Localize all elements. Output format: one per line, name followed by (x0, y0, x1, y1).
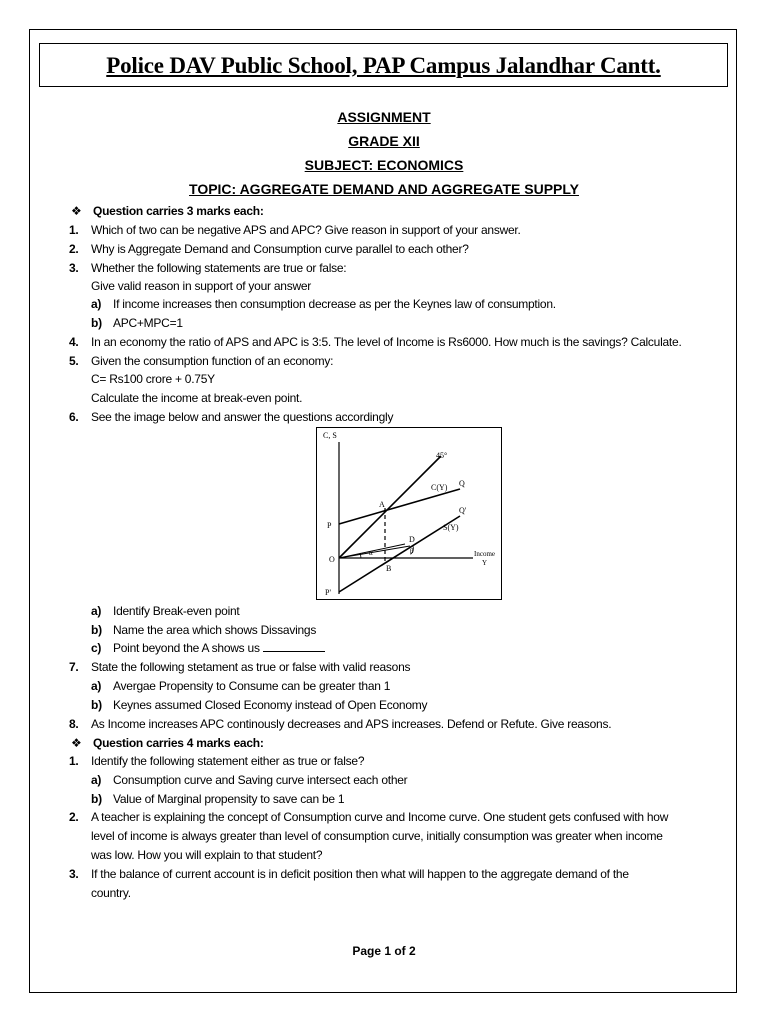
question-8: 8. As Income increases APC continously decreases and APS increases. Defend or Refute. Give reasons. (69, 717, 612, 731)
question-5: 5. Given the consumption function of an economy: (69, 354, 334, 368)
label-income: Income (474, 550, 495, 558)
subject-title: SUBJECT: ECONOMICS (304, 157, 464, 173)
question-3a: a) If income increases then consumption decrease as per the Keynes law of consumption. (91, 297, 556, 311)
label-sy: S(Y) (443, 523, 459, 532)
school-name: Police DAV Public School, PAP Campus Jalandhar Cantt. (106, 53, 661, 78)
section2-question-1b: b) Value of Marginal propensity to save can be 1 (91, 792, 345, 806)
section2-question-2-line2: level of income is always greater than level of consumption curve, initially consumption was greater when income (91, 829, 663, 843)
question-3-instruction: Give valid reason in support of your answer (91, 279, 312, 293)
section2-question-1: 1. Identify the following statement either as true or false? (69, 754, 365, 768)
section1-heading: ❖ Question carries 3 marks each: (71, 204, 264, 218)
page-number: Page 1 of 2 (352, 944, 416, 958)
section2-question-2: 2. A teacher is explaining the concept of Consumption curve and Income curve. One student gets confused with how (69, 810, 669, 824)
label-o: O (329, 555, 335, 564)
section2-question-3-line2: country. (91, 886, 131, 900)
school-header (39, 43, 728, 87)
income-45-degree-line (339, 456, 441, 558)
grade-title: GRADE XII (348, 133, 420, 149)
label-alpha: α (369, 549, 373, 557)
section2-heading: ❖ Question carries 4 marks each: (71, 736, 264, 750)
question-4: 4. In an economy the ratio of APS and APC is 3:5. The level of Income is Rs6000. How much is the savings? Calculate. (69, 335, 682, 349)
question-3: 3. Whether the following statements are true or false: (69, 261, 347, 275)
topic-title: TOPIC: AGGREGATE DEMAND AND AGGREGATE SUPPLY (189, 181, 579, 197)
answer-blank (263, 640, 325, 652)
consumption-saving-graph (316, 427, 502, 600)
label-p-prime: P' (325, 588, 331, 597)
question-1: 1. Which of two can be negative APS and APC? Give reason in support of your answer. (69, 223, 521, 237)
diamond-bullet-icon: ❖ (71, 204, 82, 218)
label-cy: C(Y) (431, 483, 448, 492)
question-6: 6. See the image below and answer the questions accordingly (69, 410, 394, 424)
label-q: Q (459, 479, 465, 488)
question-6b: b) Name the area which shows Dissavings (91, 623, 317, 637)
y-axis-label: C, S (323, 431, 337, 440)
diamond-bullet-icon: ❖ (71, 736, 82, 750)
question-7a: a) Avergae Propensity to Consume can be greater than 1 (91, 679, 391, 693)
question-7b: b) Keynes assumed Closed Economy instead of Open Economy (91, 698, 428, 712)
question-7: 7. State the following stetament as true or false with valid reasons (69, 660, 411, 674)
question-6c: c) Point beyond the A shows us (91, 640, 325, 656)
section2-question-2-line3: was low. How you will explain to that student? (91, 848, 323, 862)
section2-question-3: 3. If the balance of current account is in deficit position then what will happen to the aggregate demand of the (69, 867, 629, 881)
question-3b: b) APC+MPC=1 (91, 316, 183, 330)
section2-question-1a: a) Consumption curve and Saving curve intersect each other (91, 773, 408, 787)
question-5-function: C= Rs100 crore + 0.75Y (91, 372, 215, 386)
question-2: 2. Why is Aggregate Demand and Consumption curve parallel to each other? (69, 242, 469, 256)
consumption-line (339, 489, 460, 524)
label-45-degree: 45° (436, 451, 448, 460)
assignment-title: ASSIGNMENT (337, 109, 431, 125)
question-5-instruction: Calculate the income at break-even point. (91, 391, 303, 405)
label-d: D (409, 535, 415, 544)
label-y: Y (482, 559, 488, 567)
label-beta: β (410, 547, 414, 555)
question-6a: a) Identify Break-even point (91, 604, 240, 618)
label-p: P (327, 521, 332, 530)
label-b: B (386, 564, 392, 573)
label-q-prime: Q' (459, 506, 467, 515)
label-a: A (379, 500, 385, 509)
